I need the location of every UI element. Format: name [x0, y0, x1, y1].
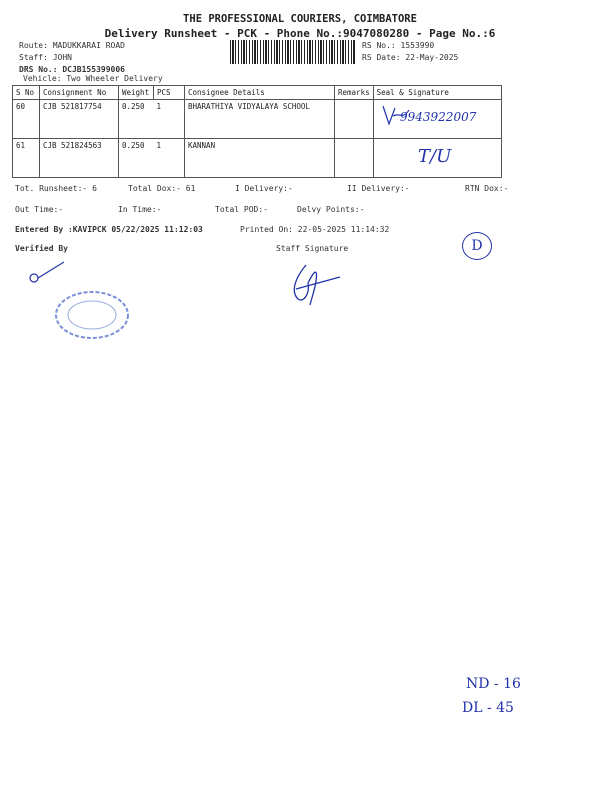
drs-number: DRS No.: DCJB155399006: [19, 65, 125, 74]
ii-delivery: II Delivery:-: [347, 184, 410, 193]
out-time: Out Time:-: [15, 205, 64, 214]
cell-remarks: [335, 139, 374, 178]
col-remarks: Remarks: [335, 86, 374, 100]
total-dox: Total Dox:- 61: [128, 184, 196, 193]
table-header-row: [13, 86, 502, 100]
cell-weight: 0.250: [119, 100, 154, 139]
i-delivery: I Delivery:-: [235, 184, 293, 193]
company-title: THE PROFESSIONAL COURIERS, COIMBATORE: [183, 13, 417, 25]
staff-signature-label: Staff Signature: [276, 244, 349, 253]
cell-pcs: 1: [154, 139, 185, 178]
cell-consignee: BHARATHIYA VIDYALAYA SCHOOL: [185, 100, 335, 139]
cell-consignment: CJB 521824563: [40, 139, 119, 178]
verified-by-label: Verified By: [15, 244, 68, 253]
cell-consignee: KANNAN: [185, 139, 335, 178]
seal-stamp-icon: [52, 288, 136, 342]
col-sno: S No: [13, 86, 40, 100]
staff-signature-icon: [288, 263, 344, 309]
cell-sno: 61: [13, 139, 40, 178]
cell-remarks: [335, 100, 374, 139]
col-consignment: Consignment No: [40, 86, 119, 100]
tot-runsheet: Tot. Runsheet:- 6: [15, 184, 97, 193]
barcode: [230, 40, 355, 64]
handwritten-tu-mark: T/U: [418, 146, 452, 167]
cell-pcs: 1: [154, 100, 185, 139]
cell-weight: 0.250: [119, 139, 154, 178]
col-seal: Seal & Signature: [373, 86, 501, 100]
printed-on: Printed On: 22-05-2025 11:14:32: [240, 225, 390, 234]
vehicle-label: Vehicle: Two Wheeler Delivery: [23, 74, 163, 83]
in-time: In Time:-: [118, 205, 162, 214]
cell-sno: 60: [13, 100, 40, 139]
row60-signature-icon: [381, 102, 411, 130]
rs-number: RS No.: 1553990: [362, 41, 435, 50]
delvy-points: Delvy Points:-: [297, 205, 365, 214]
runsheet-subtitle: Delivery Runsheet - PCK - Phone No.:9047080280 - Page No.:6: [104, 27, 496, 40]
rs-date: RS Date: 22-May-2025: [362, 53, 459, 62]
rtn-dox: RTN Dox:-: [465, 184, 509, 193]
col-pcs: PCS: [154, 86, 185, 100]
cell-consignment: CJB 521817754: [40, 100, 119, 139]
col-weight: Weight: [119, 86, 154, 100]
total-pod: Total POD:-: [215, 205, 268, 214]
handwritten-note-nd: ND - 16: [466, 676, 521, 692]
staff-label: Staff: JOHN: [19, 53, 72, 62]
entered-by: Entered By :KAVIPCK 05/22/2025 11:12:03: [15, 225, 203, 234]
route-label: Route: MADUKKARAI ROAD: [19, 41, 125, 50]
handwritten-note-dl: DL - 45: [462, 700, 514, 716]
handwritten-circle-mark: D: [462, 232, 492, 260]
col-consignee: Consignee Details: [185, 86, 335, 100]
handwritten-phone: 9943922007: [400, 110, 477, 124]
verifier-signature-icon: [28, 260, 68, 286]
